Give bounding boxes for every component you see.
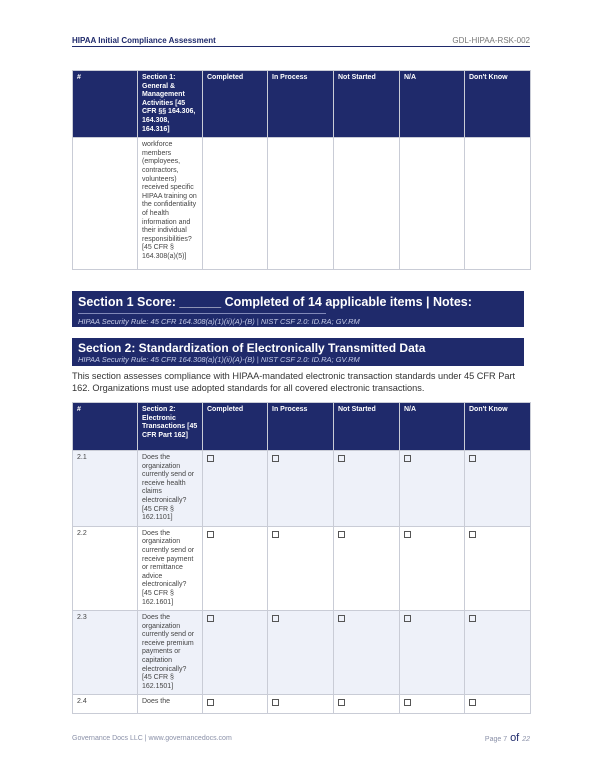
row-question: Does the (138, 695, 203, 714)
section2-table (72, 402, 531, 714)
col-in-process: In Process (268, 403, 334, 451)
dont-know-checkbox[interactable] (469, 615, 476, 622)
completed-checkbox[interactable] (207, 615, 214, 622)
row-number: 2.2 (73, 526, 138, 610)
table-row (73, 451, 531, 527)
row-number: 2.4 (73, 695, 138, 714)
document-title: HIPAA Initial Compliance Assessment (72, 36, 216, 45)
col-not-started: Not Started (334, 403, 400, 451)
row-number: 2.3 (73, 611, 138, 695)
not-started-checkbox[interactable] (338, 531, 345, 538)
score-underline (78, 313, 326, 314)
section2-citation: HIPAA Security Rule: 45 CFR 164.308(a)(1)(ii)(A)-(B) | NIST CSF 2.0: ID.RA; GV.RM (78, 355, 360, 364)
page-prefix: Page 7 (484, 736, 508, 743)
not-started-checkbox[interactable] (338, 615, 345, 622)
row-question: Does the organization currently send or receive health claims electronically? [45 CFR § 162.1101] (138, 451, 203, 527)
in-process-checkbox[interactable] (272, 699, 279, 706)
section1-score-bar (72, 291, 524, 327)
not-started-checkbox[interactable] (338, 455, 345, 462)
col-completed: Completed (203, 403, 268, 451)
dont-know-checkbox[interactable] (469, 455, 476, 462)
page-footer (72, 732, 530, 744)
row-question: Does the organization currently send or receive premium payments or capitation electronically? [45 CFR § 162.1501] (138, 611, 203, 695)
col-number: # (73, 71, 138, 138)
col-section: Section 1: General & Management Activities [45 CFR §§ 164.306, 164.308, 164.316] (138, 71, 203, 138)
table-header-row (73, 403, 531, 451)
table-header-row (73, 71, 531, 138)
col-in-process: In Process (268, 71, 334, 138)
na-checkbox[interactable] (404, 699, 411, 706)
col-section: Section 2: Electronic Transactions [45 CFR Part 162] (138, 403, 203, 451)
page-header (72, 34, 530, 47)
in-process-checkbox[interactable] (272, 455, 279, 462)
na-checkbox[interactable] (404, 531, 411, 538)
section2-heading (72, 338, 524, 366)
col-not-started: Not Started (334, 71, 400, 138)
col-dont-know: Don't Know (465, 403, 531, 451)
col-na: N/A (400, 71, 465, 138)
score-citation: HIPAA Security Rule: 45 CFR 164.308(a)(1)(ii)(A)-(B) | NIST CSF 2.0: ID.RA; GV.RM (78, 317, 360, 326)
col-number: # (73, 403, 138, 451)
page-number (485, 732, 530, 744)
table-row (73, 695, 531, 714)
table-row (73, 138, 531, 270)
completed-checkbox[interactable] (207, 455, 214, 462)
page-total: 22 (522, 736, 530, 743)
footer-company: Governance Docs LLC | www.governancedocs.com (72, 734, 232, 742)
section2-intro: This section assesses compliance with HIPAA-mandated electronic transaction standards under 45 CFR Part 162. Organizations must use adopted standards for all covered electronic transactions. (72, 371, 516, 393)
na-checkbox[interactable] (404, 455, 411, 462)
in-process-checkbox[interactable] (272, 615, 279, 622)
row-question: Does the organization currently send or receive payment or remittance advice electronically? [45 CFR § 162.1601] (138, 526, 203, 610)
in-process-checkbox[interactable] (272, 531, 279, 538)
section1-table (72, 70, 531, 270)
table-row (73, 611, 531, 695)
row-number: 2.1 (73, 451, 138, 527)
row-number (73, 138, 138, 270)
section2-title: Section 2: Standardization of Electronically Transmitted Data (78, 341, 426, 355)
table-row (73, 526, 531, 610)
document-code: GDL-HIPAA-RSK-002 (452, 36, 530, 45)
completed-checkbox[interactable] (207, 699, 214, 706)
col-completed: Completed (203, 71, 268, 138)
col-na: N/A (400, 403, 465, 451)
page-of: of (510, 732, 520, 744)
dont-know-checkbox[interactable] (469, 699, 476, 706)
na-checkbox[interactable] (404, 615, 411, 622)
not-started-checkbox[interactable] (338, 699, 345, 706)
col-dont-know: Don't Know (465, 71, 531, 138)
dont-know-checkbox[interactable] (469, 531, 476, 538)
score-text: Section 1 Score: ______ Completed of 14 applicable items | Notes: (78, 295, 472, 309)
completed-checkbox[interactable] (207, 531, 214, 538)
row-question: workforce members (employees, contractors, volunteers) received specific HIPAA training on the confidentiality of health information and their individual responsibilities? [45 CFR § 164.308(a)(5)] (138, 138, 203, 270)
